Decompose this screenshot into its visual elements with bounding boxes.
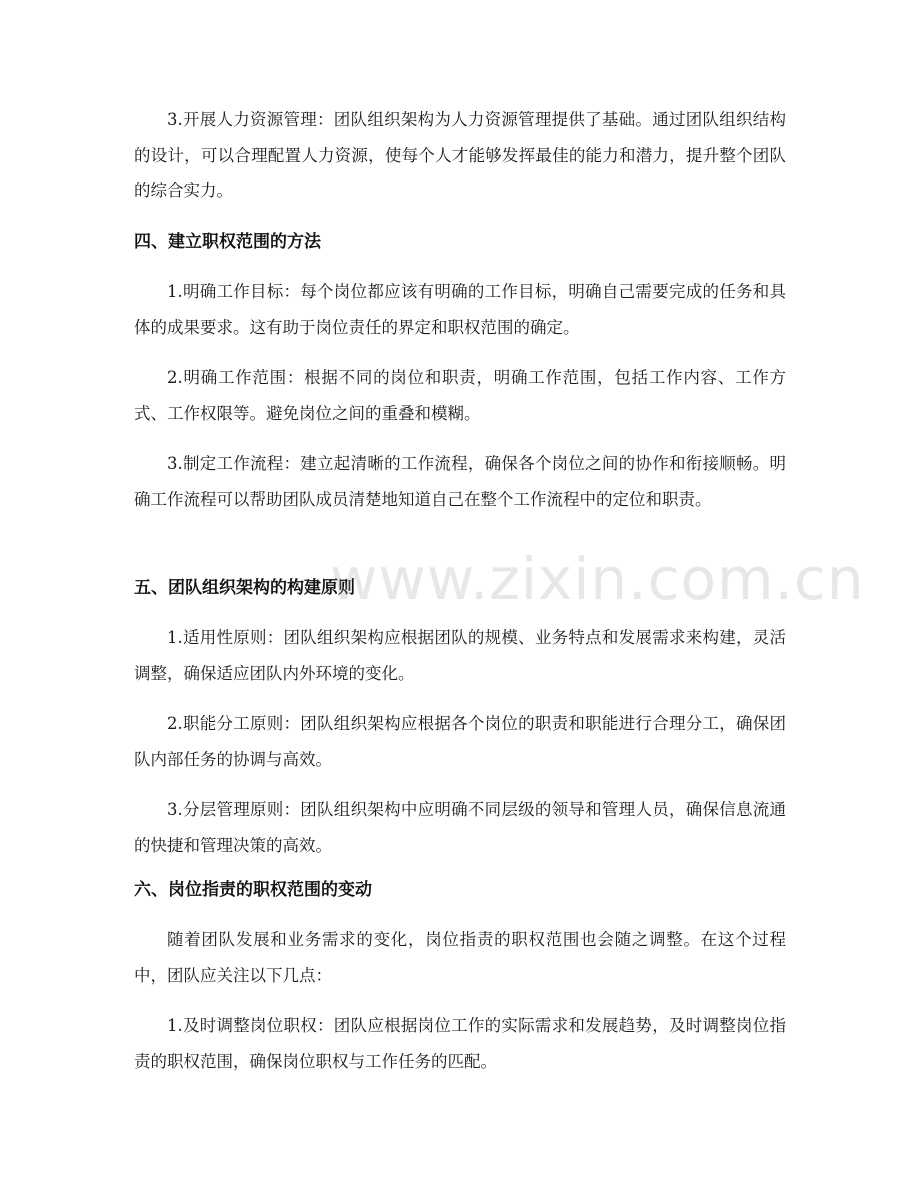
section-heading-4: 四、建立职权范围的方法 <box>134 232 321 252</box>
paragraph-text: 2.职能分工原则：团队组织架构应根据各个岗位的职责和职能进行合理分工，确保团队内部任务的协调与高效。 <box>134 714 786 769</box>
paragraph-text: 随着团队发展和业务需求的变化，岗位指责的职权范围也会随之调整。在这个过程中，团队应关注以下几点： <box>134 930 786 985</box>
paragraph <box>134 792 786 863</box>
paragraph-text: 1.适用性原则：团队组织架构应根据团队的规模、业务特点和发展需求来构建，灵活调整，确保适应团队内外环境的变化。 <box>134 628 786 683</box>
paragraph <box>134 274 786 345</box>
paragraph-text: 2.明确工作范围：根据不同的岗位和职责，明确工作范围，包括工作内容、工作方式、工作权限等。避免岗位之间的重叠和模糊。 <box>134 368 786 423</box>
paragraph <box>134 446 786 517</box>
paragraph-text: 3.分层管理原则：团队组织架构中应明确不同层级的领导和管理人员，确保信息流通的快捷和管理决策的高效。 <box>134 800 786 855</box>
section-heading-6: 六、岗位指责的职权范围的变动 <box>134 880 372 900</box>
paragraph <box>134 360 786 431</box>
paragraph <box>134 620 786 691</box>
paragraph <box>134 102 786 209</box>
section-heading <box>134 576 786 600</box>
section-heading-5: 五、团队组织架构的构建原则 <box>134 578 355 598</box>
paragraph <box>134 706 786 777</box>
paragraph <box>134 1008 786 1079</box>
paragraph <box>134 922 786 993</box>
section-heading <box>134 878 786 902</box>
paragraph-text: 1.明确工作目标：每个岗位都应该有明确的工作目标，明确自己需要完成的任务和具体的成果要求。这有助于岗位责任的界定和职权范围的确定。 <box>134 282 786 337</box>
section-heading <box>134 230 786 254</box>
paragraph-text: 3.开展人力资源管理：团队组织架构为人力资源管理提供了基础。通过团队组织结构的设计，可以合理配置人力资源，使每个人才能够发挥最佳的能力和潜力，提升整个团队的综合实力。 <box>134 110 786 200</box>
paragraph-text: 1.及时调整岗位职权：团队应根据岗位工作的实际需求和发展趋势，及时调整岗位指责的职权范围，确保岗位职权与工作任务的匹配。 <box>134 1016 786 1071</box>
paragraph-text: 3.制定工作流程：建立起清晰的工作流程，确保各个岗位之间的协作和衔接顺畅。明确工作流程可以帮助团队成员清楚地知道自己在整个工作流程中的定位和职责。 <box>134 454 786 509</box>
watermark: www.zixin.com.cn <box>330 545 865 613</box>
